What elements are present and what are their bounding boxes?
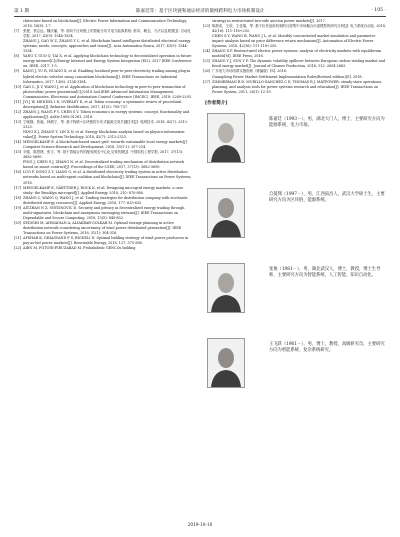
reference-item xyxy=(203,49,387,59)
reference-number: [23] xyxy=(203,24,210,29)
person-silhouette-icon xyxy=(208,114,244,162)
reference-text: LUO F, DONG Z Y, LIANG G, et al. A distributed electricity trading system in active distribution networks based on multi-agent coalition and blockchain[J]. IEEE Transactions on Power Systems, 2018. xyxy=(23,170,192,185)
reference-number: [17] xyxy=(14,185,21,190)
reference-text: GAO C, JI Y, WANG J, et al. Application of blockchain technology in peer-to-peer transaction of photovoltaic power generation[C]//2018 2nd IEEE Advanced Information Management, Communicates, Electronic and Automation Control Conference (IMCEC). IEEE, 2018: 2289-2293. xyxy=(23,84,192,99)
reference-item xyxy=(14,196,194,206)
page-footer: 2019-10-10 xyxy=(187,523,213,528)
person-silhouette-icon xyxy=(208,339,244,387)
reference-number: [18] xyxy=(14,195,21,200)
reference-number xyxy=(14,130,23,140)
reference-text: ZHANG J, GAO W Z, ZHANG Y C, et al. Blockchain based intelligent distributed electrical energy systems: needs, concepts, approaches and vision[J]. Acta Automatica Sinica, 2017, 43(9): 1544-1554. xyxy=(23,39,191,54)
reference-text: ZHANG Y J, SUN Y F. The dynamic volatility spillover between European carbon trading market and fossil energy market[J]. Journal of Cleaner Production, 2016, 112: 2654-2663. xyxy=(212,59,386,69)
reference-text: 张俊，蔡志远，魏庆藩，等. 面向于区块链上的智能分布式电力能源系统: 需求、概念、方法以及展望[J]. 自动化学报, 2017, 43(9): 1544-1554. xyxy=(23,29,191,39)
header-page-number: · 105 · xyxy=(371,8,386,13)
author-photo xyxy=(207,188,245,238)
reference-text: JYI J W, MENDEL I N, OVERLEY E, et al. Token economy: a systematic review of procedural descriptions[J]. Behavior Modification, 2017, 41(5): 708-737. xyxy=(23,99,182,109)
reference-number: [26] xyxy=(203,69,210,74)
reference-number: [7] xyxy=(14,29,19,34)
reference-text: MENGELKAMP E, GÄRTTNER J, ROCK K, et al. Designing microgrid energy markets: a case study: the Brooklyn microgrid[J]. Applied Energy, 2018, 210: 870-880. xyxy=(23,185,184,195)
reference-number xyxy=(203,34,212,49)
reference-text: AIEN M, FOTUHI-FIRUZABAD M. Probabilistic GENCOs bidding xyxy=(23,246,136,251)
reference-number: [21] xyxy=(14,236,21,241)
reference-number: [11] xyxy=(14,99,21,104)
reference-item xyxy=(203,80,387,95)
reference-number: [10] xyxy=(14,84,21,89)
reference-text: 平健，陈思捷，张宇，等. 基于智能合约的配电网去中心化交易机制[J]. 中国电机工程学报, 2017, 37(13): 3682-3690. xyxy=(23,150,184,160)
reference-text: chitecture based on blockchain[J]. Electric Power Information and Communication Technology, 2018, 16(8): 1-7. xyxy=(23,19,187,29)
reference-item xyxy=(203,59,387,69)
reference-number: [27] xyxy=(203,79,210,84)
header-title: 陈嘉廷等：基于区块链和通证经济的微网跨利电力市场机制设计 xyxy=(135,8,265,14)
reference-text: CHEN S Y, WANG B, WANG J L, et al. Monthly concentrated market simulation and parameter impact analysis based on price difference return mechanism[J]. Automation of Electric Power Systems, 2018, 42(16): 111-118+255. xyxy=(212,34,376,49)
reference-text: ZHANG J, WANG F Y, CHEN S Y. Token economics in energy systems: concept, functionality and applications[J]. ArXiv:1808.01261, 2018. xyxy=(23,109,190,119)
reference-number: [25] xyxy=(203,59,210,64)
left-references-column xyxy=(14,19,194,251)
reference-text: 陈晨希，王欣，王佳瑞，等. 基于价差追踪机制的月度集中市场撮合出清模型的研究分析[J]. 电力系统自动化, 2018, 42(16): 111-118+255. xyxy=(212,24,386,34)
reference-item xyxy=(14,100,194,110)
reference-text: strategy in restructured two-side auction power markets[J]. 2017. xyxy=(212,19,326,23)
reference-item xyxy=(14,54,194,69)
reference-number: [19] xyxy=(14,205,21,210)
author-entry xyxy=(203,263,387,336)
reference-item xyxy=(14,140,194,150)
reference-number xyxy=(14,39,23,54)
reference-item xyxy=(203,34,387,49)
author-bio: 张俊（1981－），男，湖北武汉人，博士，教授，博士生导师，主要研究方向为智能系统、人工智能、知识自动化。 xyxy=(269,266,381,278)
reference-number: [22] xyxy=(14,246,21,251)
reference-number: [12] xyxy=(14,109,21,114)
reference-text: PING J, CHEN S J, ZHANG N, et al. Decentralized trading mechanism of distribution network based on smart contract[J]. Proceedings of the CSEE, 2017, 37(13): 3682-3690. xyxy=(23,160,185,170)
reference-number: [9] xyxy=(14,69,19,74)
reference-item xyxy=(14,160,194,170)
reference-item xyxy=(14,130,194,140)
page-header xyxy=(14,6,386,17)
author-entry xyxy=(203,338,387,411)
reference-text: AITZHAN N Z, SVETINOVIC D. Security and privacy in decentralized energy trading through multi-signatures, blockchain and anonymous messaging streams[J]. IEEE Transactions on Dependable and Secure Computing, 2018, 15(5): 840-852. xyxy=(23,205,185,220)
authors-heading: [作者简介] xyxy=(205,100,228,106)
reference-item xyxy=(14,150,194,160)
reference-item xyxy=(14,246,194,251)
reference-number: [14] xyxy=(14,140,21,145)
reference-number: [24] xyxy=(203,49,210,54)
reference-text: SEDIGHI M, AHMADIAN A, ALIAKBAR-GOLKAR M. Optimal storage planning in active distribution network considering uncertainty of wind power distributed generation[J]. IEEE Transactions on Power Systems, 2016, 31(1): 304-316. xyxy=(23,220,182,235)
author-bio: 陈嘉廷（1993－），男，湖北大门人，博士，主要研究方向为能源系统、电力市场。 xyxy=(269,116,385,128)
author-bio: 自曼翔（1997－），男，江西南昌人，武汉大学硕士生，主要研究方向为区块链、能源系统。 xyxy=(269,191,385,203)
reference-text: KANG J, YU R, HUANG X, et al. Enabling localized peer-to-peer electricity trading among plug-in hybrid electric vehicles using consortium blockchains[J]. IEEE Transactions on Industrial Informatics, 2017, 13(6): 3154-3164. xyxy=(23,69,191,84)
reference-number: [15] xyxy=(14,150,21,155)
author-photo xyxy=(207,263,245,313)
reference-number: [8] xyxy=(14,54,19,59)
reference-item xyxy=(14,221,194,236)
reference-text: NING X J, ZHANG Y, LIN X N, et al. Energy blockchain analysis based on physico-information-value[J]. Power System Technology, 2018, 42(7): 2312-2323. xyxy=(23,130,186,140)
reference-text: MENGELKAMP E. A blockchain-based smart grid: towards sustainable local energy markets[J]. Computer Science-Research and Development, 2018, 33(1-2): 207-214. xyxy=(23,140,188,150)
person-silhouette-icon xyxy=(208,264,244,312)
reference-item xyxy=(14,85,194,100)
reference-item xyxy=(14,236,194,246)
reference-item xyxy=(14,110,194,120)
reference-text: YANG T, GUO Q, TAI X, et al. Applying blockchain technology to decentralized operation in future energy internet[C]//Energy Internet and Energy System Integration (EI2), 2017 IEEE Conference on. IEEE, 2017: 1-5. xyxy=(23,54,192,69)
reference-item xyxy=(14,39,194,54)
reference-item xyxy=(14,19,194,29)
right-column xyxy=(203,19,387,413)
reference-item xyxy=(14,206,194,221)
reference-number xyxy=(14,160,23,170)
reference-number: [16] xyxy=(14,170,21,175)
author-bio: 王飞跃（1961－），男，博士，教授，高级研究员，主要研究方向为智能系统、复杂系统研究。 xyxy=(269,341,385,353)
reference-item xyxy=(203,24,387,34)
reference-item xyxy=(14,120,194,130)
person-silhouette-icon xyxy=(208,189,244,237)
header-issue: 第 1 期 xyxy=(14,8,30,14)
reference-text: 广东电力市场结算实施细则（修编版）[S]. 2018. xyxy=(212,69,287,74)
reference-number xyxy=(14,19,23,29)
authors-list xyxy=(203,113,387,411)
reference-text: ZHANG X P. Restructured electric power systems: analysis of electricity markets with equilibrium models[M]. IEEE Press, 2016. xyxy=(212,49,381,59)
reference-item xyxy=(14,186,194,196)
reference-text: ZIMMERMAN R D, MURILLO-SANCHEZ C E, THOMAS R J. MATPOWER: steady-state operations, planning, and analysis tools for power systems research and education[J]. IEEE Transactions on Power System, 2011, 26(1): 12-19. xyxy=(212,79,383,94)
reference-text: ZHANG C, WANG Q, WANG J, et al. Trading strategies for distribution company with stochastic distributed energy resources[J]. Applied Energy, 2016, 177: 625-635. xyxy=(23,195,188,205)
reference-text: AFSHAR K, GHIASVAND F S, BIGDELI N. Optimal bidding strategy of wind power producers in pay-as-bid power markets[J]. Renewable Energy, 2018, 127: 575-586. xyxy=(23,236,189,246)
reference-number: [13] xyxy=(14,119,21,124)
reference-item xyxy=(14,69,194,84)
right-references xyxy=(203,19,387,95)
author-photo xyxy=(207,338,245,388)
reference-item xyxy=(14,170,194,185)
reference-item xyxy=(14,29,194,39)
reference-text: Guangdong Power Market Settlement Implementation Rules(Revised edition)[S]. 2018. xyxy=(212,74,363,79)
reference-number: [20] xyxy=(14,220,21,225)
author-photo xyxy=(207,113,245,163)
author-entry xyxy=(203,113,387,186)
author-entry xyxy=(203,188,387,261)
reference-text: 宁晓静，张毅，林湘宁，等. 基于物联+区块链的分布式能源交易关键技术[J]. 电网技术, 2018, 42(7): 2312-2323. xyxy=(23,119,188,129)
